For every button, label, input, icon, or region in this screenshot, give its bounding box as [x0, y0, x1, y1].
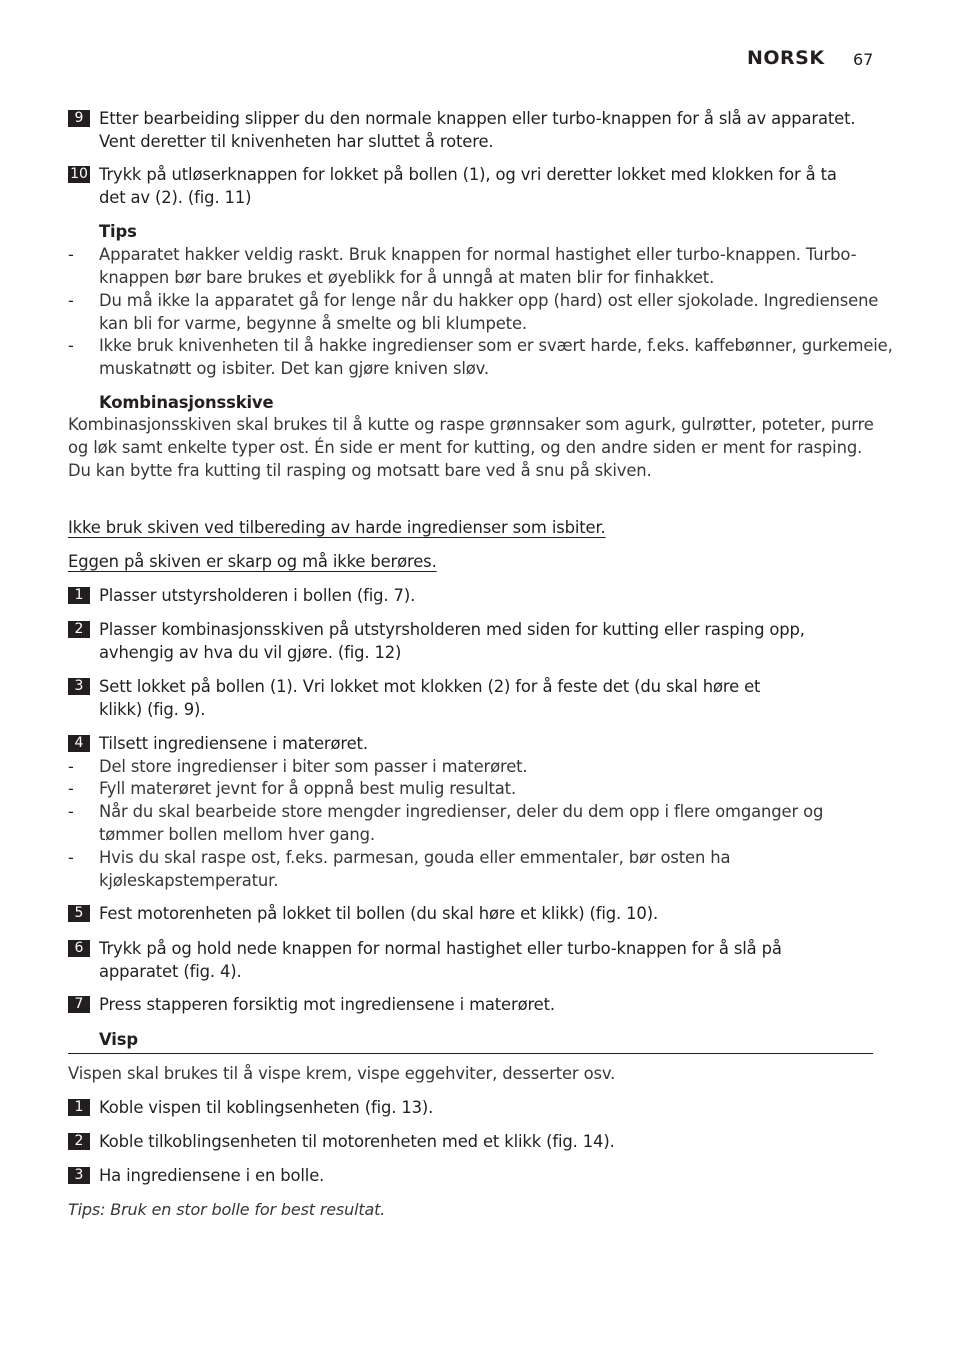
bullet-dash: - [68, 245, 74, 264]
tip-text: kan bli for varme, begynne å smelte og bli klumpete. [99, 314, 527, 333]
step-text: Press stapperen forsiktig mot ingrediensene i materøret. [99, 995, 555, 1014]
step-text: Plasser utstyrsholderen i bollen (fig. 7). [99, 586, 416, 605]
bullet-dash: - [68, 802, 74, 821]
warning-text: Eggen på skiven er skarp og må ikke berøres. [68, 552, 437, 571]
warning-text: Ikke bruk skiven ved tilbereding av harde ingredienser som isbiter. [68, 518, 606, 537]
list-item: Del store ingredienser i biter som passer i materøret. [99, 757, 528, 776]
paragraph-line: og løk samt enkelte typer ost. Én side er ment for kutting, og den andre siden er ment for rasping. [68, 438, 863, 457]
list-item: kjøleskapstemperatur. [99, 871, 279, 890]
step-number: 1 [68, 587, 90, 604]
tip-note: Tips: Bruk en stor bolle for best resultat. [68, 1200, 386, 1219]
bullet-dash: - [68, 291, 74, 310]
list-item: Fyll materøret jevnt for å oppnå best mulig resultat. [99, 779, 517, 798]
step-number: 2 [68, 621, 90, 638]
page-number: 67 [853, 50, 874, 69]
step-number: 1 [68, 1099, 90, 1116]
step-number: 9 [68, 110, 90, 127]
step-text: Koble vispen til koblingsenheten (fig. 13). [99, 1098, 434, 1117]
section-heading-kombinasjonsskive: Kombinasjonsskive [99, 393, 274, 412]
section-divider [68, 1053, 873, 1054]
list-item: Når du skal bearbeide store mengder ingredienser, deler du dem opp i flere omganger og [99, 802, 824, 821]
step-text: Trykk på og hold nede knappen for normal hastighet eller turbo-knappen for å slå på [99, 939, 782, 958]
step-number: 10 [68, 166, 90, 183]
tip-text: Apparatet hakker veldig raskt. Bruk knappen for normal hastighet eller turbo-knappen. Turbo- [99, 245, 857, 264]
bullet-dash: - [68, 779, 74, 798]
step-number: 5 [68, 905, 90, 922]
step-text: Plasser kombinasjonsskiven på utstyrsholderen med siden for kutting eller rasping opp, [99, 620, 805, 639]
step-text: klikk) (fig. 9). [99, 700, 206, 719]
list-item: Hvis du skal raspe ost, f.eks. parmesan, gouda eller emmentaler, bør osten ha [99, 848, 731, 867]
step-text: Koble tilkoblingsenheten til motorenheten med et klikk (fig. 14). [99, 1132, 615, 1151]
paragraph-line: Kombinasjonsskiven skal brukes til å kutte og raspe grønnsaker som agurk, gulrøtter, poteter, purre [68, 415, 874, 434]
tip-text: knappen bør bare brukes et øyeblikk for å unngå at maten blir for finhakket. [99, 268, 715, 287]
step-text: apparatet (fig. 4). [99, 962, 242, 981]
step-text: Trykk på utløserknappen for lokket på bollen (1), og vri deretter lokket med klokken for å ta [99, 165, 837, 184]
paragraph-line: Du kan bytte fra kutting til rasping og motsatt bare ved å snu på skiven. [68, 461, 652, 480]
step-text: Ha ingrediensene i en bolle. [99, 1166, 325, 1185]
tip-text: Du må ikke la apparatet gå for lenge når du hakker opp (hard) ost eller sjokolade. Ingrediensene [99, 291, 879, 310]
step-number: 6 [68, 940, 90, 957]
step-number: 7 [68, 996, 90, 1013]
bullet-dash: - [68, 757, 74, 776]
step-number: 4 [68, 735, 90, 752]
step-text: det av (2). (fig. 11) [99, 188, 252, 207]
step-text: Vent deretter til knivenheten har sluttet å rotere. [99, 132, 494, 151]
step-text: Tilsett ingrediensene i materøret. [99, 734, 368, 753]
tip-text: Ikke bruk knivenheten til å hakke ingredienser som er svært harde, f.eks. kaffebønner, gurkemeie, [99, 336, 893, 355]
step-text: Sett lokket på bollen (1). Vri lokket mot klokken (2) for å feste det (du skal høre et [99, 677, 761, 696]
step-text: Etter bearbeiding slipper du den normale knappen eller turbo-knappen for å slå av apparatet. [99, 109, 856, 128]
language-label: NORSK [747, 47, 825, 69]
section-heading-visp: Visp [99, 1030, 138, 1049]
step-number: 3 [68, 1167, 90, 1184]
bullet-dash: - [68, 336, 74, 355]
paragraph-line: Vispen skal brukes til å vispe krem, vispe eggehviter, desserter osv. [68, 1064, 616, 1083]
step-number: 2 [68, 1133, 90, 1150]
step-number: 3 [68, 678, 90, 695]
list-item: tømmer bollen mellom hver gang. [99, 825, 375, 844]
step-text: avhengig av hva du vil gjøre. (fig. 12) [99, 643, 402, 662]
step-text: Fest motorenheten på lokket til bollen (du skal høre et klikk) (fig. 10). [99, 904, 658, 923]
bullet-dash: - [68, 848, 74, 867]
tips-heading: Tips [99, 222, 137, 241]
tip-text: muskatnøtt og isbiter. Det kan gjøre kniven sløv. [99, 359, 489, 378]
